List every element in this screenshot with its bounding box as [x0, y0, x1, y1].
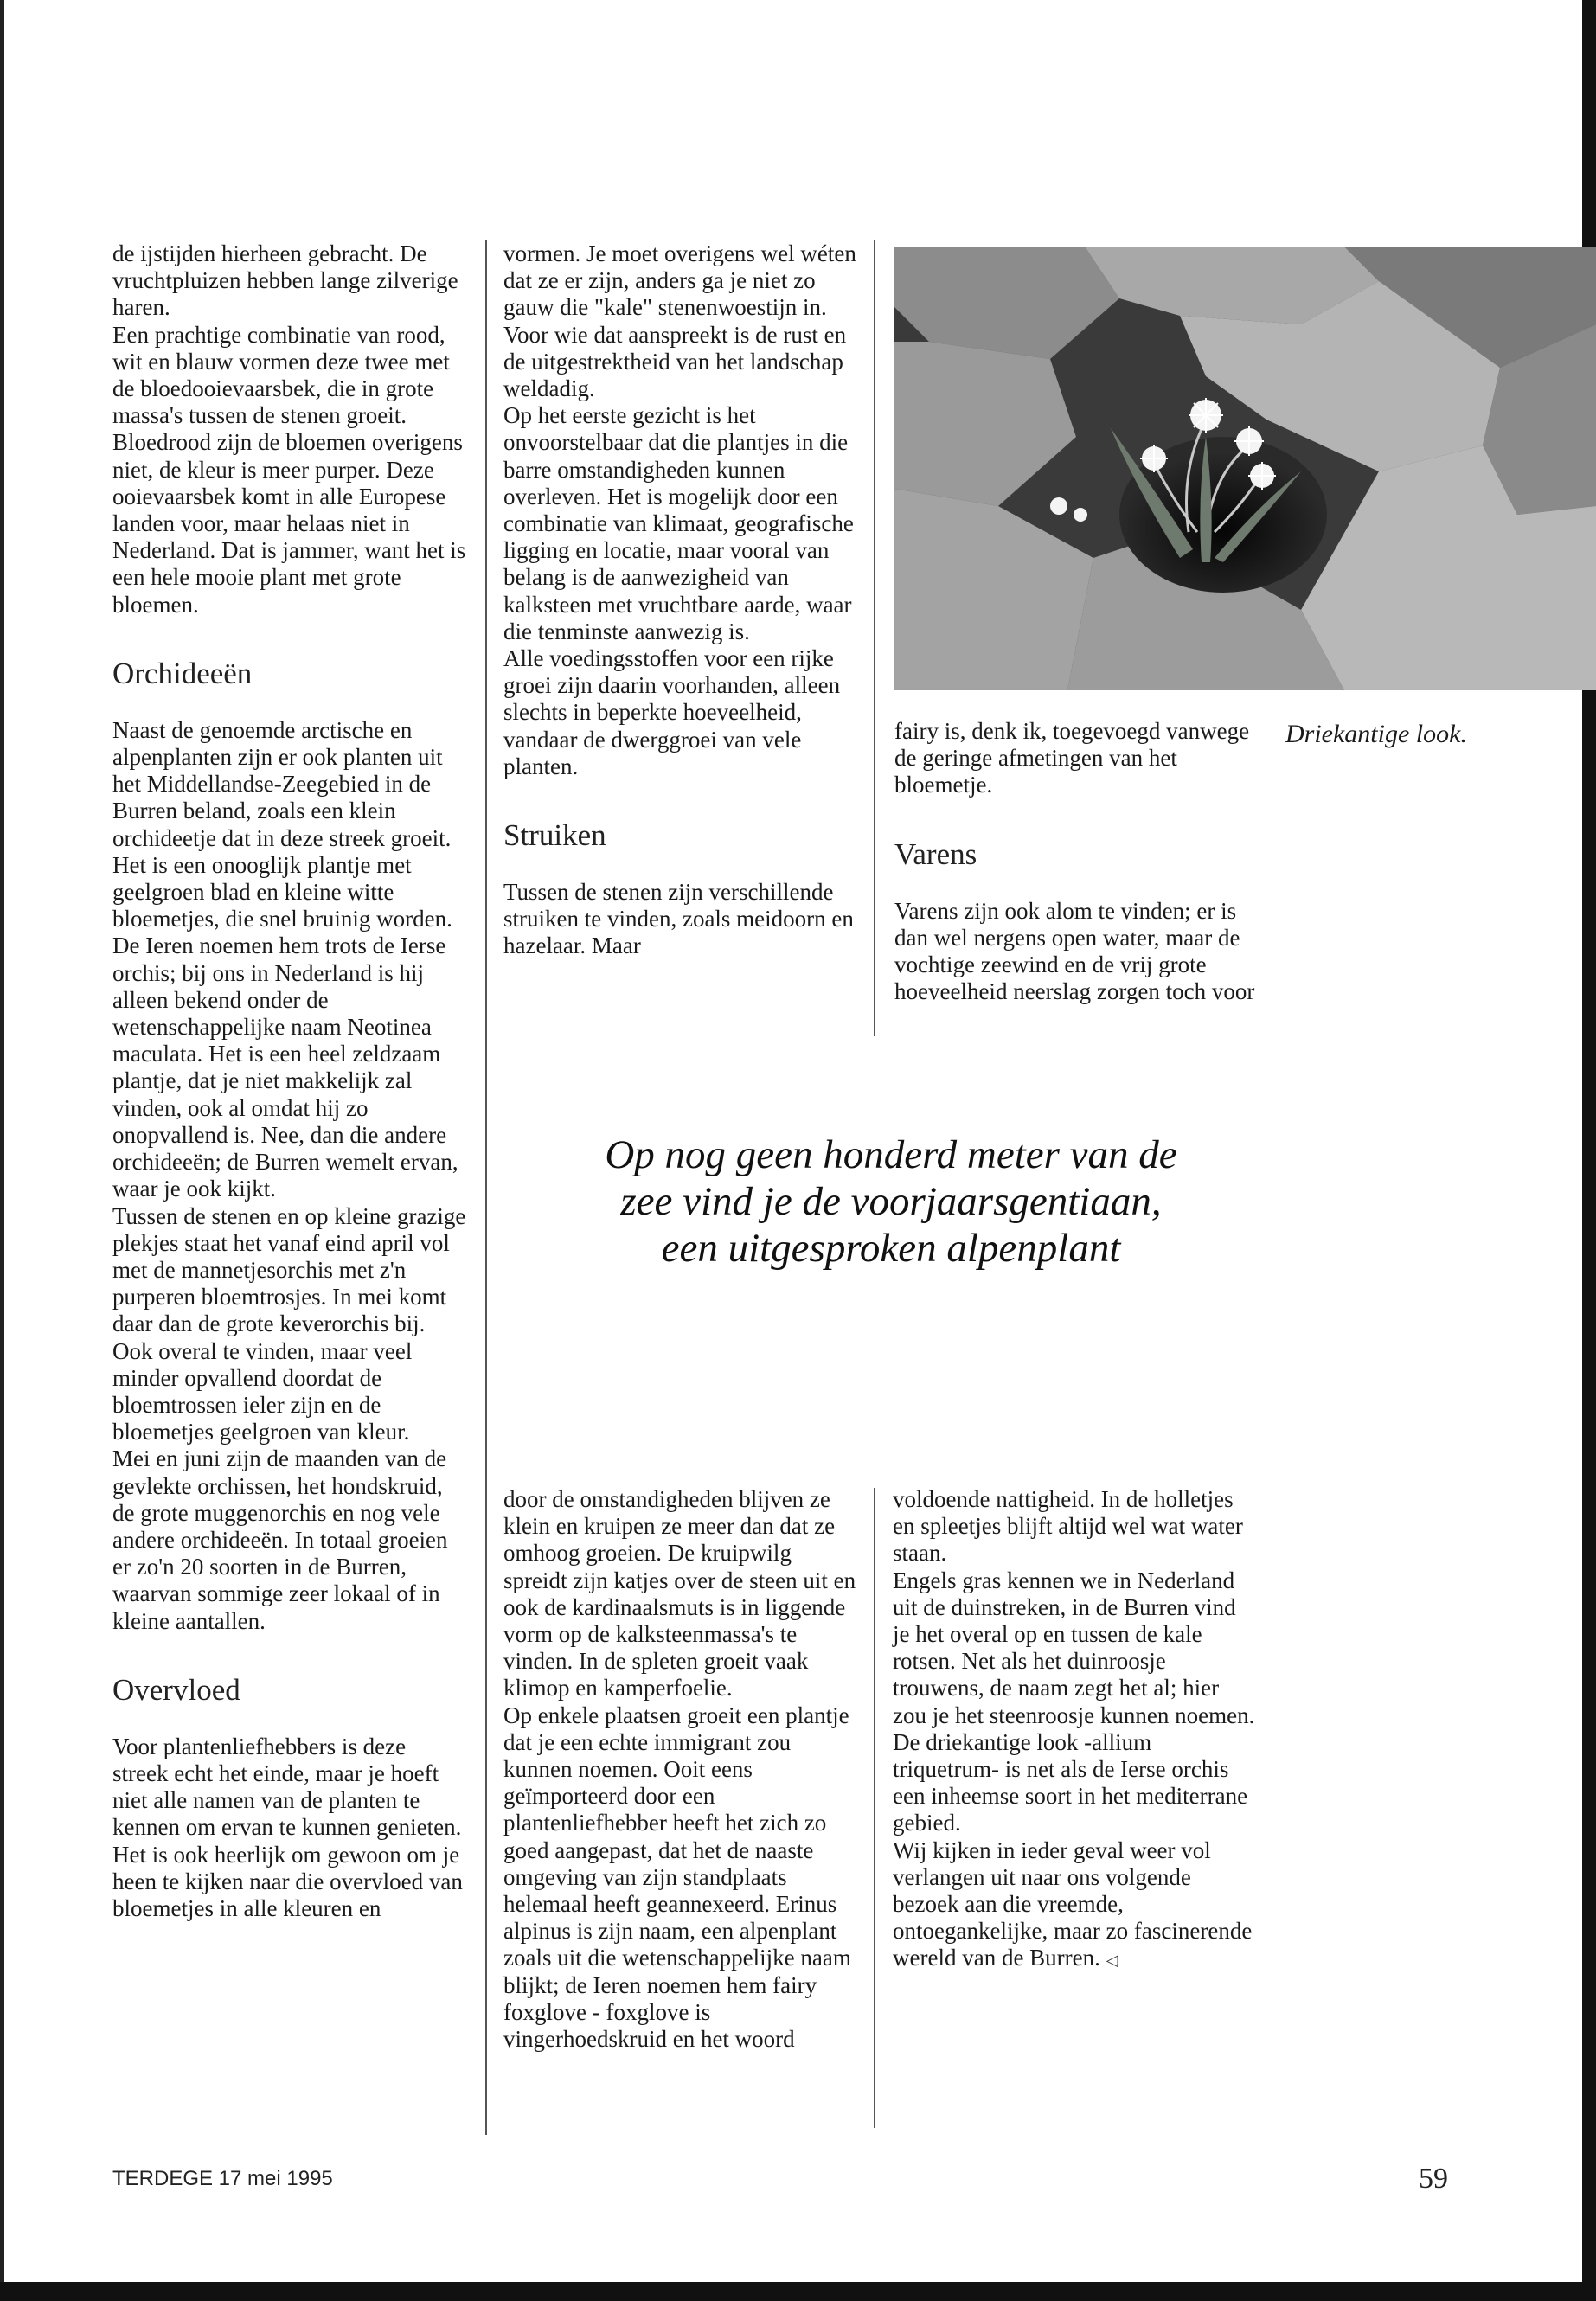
column-rule-1: [485, 240, 487, 2135]
heading-struiken: Struiken: [503, 818, 606, 853]
col3-bottom-paragraph-1: voldoende nattigheid. In de holletjes en spleetjes blijft altijd wel wat water staan.: [893, 1486, 1243, 1567]
heading-overvloed: Overvloed: [112, 1672, 240, 1707]
scan-edge-left: [0, 0, 4, 2301]
column-3-bottom: [893, 1486, 1256, 1975]
pull-quote: Op nog geen honderd meter van de zee vind je de voorjaarsgentiaan, een uitgesproken alpenplant: [605, 1132, 1177, 1271]
column-2-bottom: [503, 1486, 860, 2053]
column-rule-2-top: [874, 240, 875, 1036]
col1-paragraph-1: de ijstijden hierheen gebracht. De vruchtpluizen hebben lange zilverige haren.: [112, 240, 458, 321]
column-3-top: [894, 718, 1258, 1005]
heading-varens: Varens: [894, 836, 977, 871]
col3-bottom-paragraph-3: De driekantige look -allium triquetrum- is net als de Ierse orchis een inheemse soort in het mediterrane gebied.: [893, 1728, 1248, 1836]
footer-publication: TERDEGE 17 mei 1995: [112, 2167, 333, 2190]
col2-paragraph-2: Op het eerste gezicht is het onvoorstelbaar dat die plantjes in die barre omstandigheden kunnen overleven. Het is mogelijk door een combinatie van klimaat, geografische ligging en locatie, maar vooral van belang is de aanwezigheid van kalksteen met vruchtbare aarde, waar die tenminste aanwezig is.: [503, 402, 854, 644]
col2-bottom-paragraph-2: Op enkele plaatsen groeit een plantje dat je een echte immigrant zou kunnen noemen. Ooit eens geïmporteerd door een plantenliefhebber heeft het zich zo goed aangepast, dat het de naaste omgeving van zijn standplaats helemaal heeft geannexeerd. Erinus alpinus is zijn naam, een alpenplant zoals uit die wetenschappelijke naam blijkt; de Ieren noemen hem fairy foxglove - foxglove is vingerhoedskruid en het woord: [503, 1702, 851, 2053]
scan-edge-bottom: [0, 2282, 1596, 2301]
col2-paragraph-3: Alle voedingsstoffen voor een rijke groei zijn daarin voorhanden, alleen slechts in beperkte hoeveelheid, vandaar de dwerggroei van vele planten.: [503, 645, 841, 779]
column-rule-2-bottom: [874, 1488, 875, 2128]
page-number: 59: [1419, 2163, 1448, 2195]
col3-bottom-paragraph-4: [893, 1837, 1256, 1975]
col3-bottom-paragraph-2: Engels gras kennen we in Nederland uit de duinstreken, in de Burren vind je het overal op en tussen de kale rotsen. Net als het duinroosje trouwens, de naam zegt het al; hier zou je het steenroosje kunnen noemen.: [893, 1567, 1255, 1728]
column-2-top: [503, 240, 860, 960]
photo-caption: Driekantige look.: [1285, 720, 1467, 748]
col3-paragraph-1: fairy is, denk ik, toegevoegd vanwege de geringe afmetingen van het bloemetje.: [894, 718, 1250, 798]
photo-driekantige-look: [894, 247, 1596, 690]
heading-orchideeen: Orchideeën: [112, 656, 253, 690]
closing-sentence: Wij kijken in ieder geval weer vol verlangen uit naar ons volgende bezoek aan die vreemde, ontoegankelijke, maar zo fascinerende wereld van de Burren.: [893, 1836, 1253, 1971]
col1-paragraph-6: Mei en juni zijn de maanden van de gevlekte orchissen, het hondskruid, de grote muggenorchis en nog vele andere orchideeën. In totaal groeien er zo'n 20 soorten in de Burren, waarvan sommige zeer lokaal of in kleine aantallen.: [112, 1445, 448, 1634]
col3-paragraph-2: Varens zijn ook alom te vinden; er is dan wel nergens open water, maar de vochtige zeewind en de vrij grote hoeveelheid neerslag zorgen toch voor: [894, 897, 1255, 1005]
col2-bottom-paragraph-1: door de omstandigheden blijven ze klein en kruipen ze meer dan dat ze omhoog groeien. De kruipwilg spreidt zijn katjes over de steen uit en ook de kardinaalsmuts is in liggende vorm op de kalksteenmassa's te vinden. In de spleten groeit vaak klimop en kamperfoelie.: [503, 1486, 856, 1702]
col1-paragraph-7: Voor plantenliefhebbers is deze streek echt het einde, maar je hoeft niet alle namen van de planten te kennen om ervan te kunnen genieten. Het is ook heerlijk om gewoon om je heen te kijken naar die overvloed van bloemetjes in alle kleuren en: [112, 1733, 463, 1921]
col2-paragraph-4: Tussen de stenen zijn verschillende struiken te vinden, zoals meidoorn en hazelaar. Maar: [503, 879, 854, 959]
column-1: [112, 240, 467, 1922]
col1-paragraph-4: Tussen de stenen en op kleine grazige plekjes staat het vanaf eind april vol met de mannetjesorchis met z'n purperen bloemtrosjes. In mei komt daar dan de grote keverorchis bij.: [112, 1202, 466, 1337]
col1-paragraph-2: Een prachtige combinatie van rood, wit en blauw vormen deze twee met de bloedooievaarsbek, die in grote massa's tussen de stenen groeit. Bloedrood zijn de bloemen overigens niet, de kleur is meer purper. Deze ooievaarsbek komt in alle Europese landen voor, maar helaas niet in Nederland. Dat is jammer, want het is een hele mooie plant met grote bloemen.: [112, 321, 466, 618]
rock-flower-illustration: [894, 247, 1596, 690]
col1-paragraph-5: Ook overal te vinden, maar veel minder opvallend doordat de bloemtrossen ieler zijn en de bloemetjes geelgroen van kleur.: [112, 1337, 413, 1445]
col1-paragraph-3: Naast de genoemde arctische en alpenplanten zijn er ook planten uit het Middellandse-Zeegebied in de Burren beland, zoals een klein orchideetje dat in deze streek groeit. Het is een onooglijk plantje met geelgroen blad en kleine witte bloemetjes, die snel bruinig worden. De Ieren noemen hem trots de Ierse orchis; bij ons in Nederland is hij alleen bekend onder de wetenschappelijke naam Neotinea maculata. Het is een heel zeldzaam plantje, dat je niet makkelijk zal vinden, ook al omdat hij zo onopvallend is. Nee, dan die andere orchideeën; de Burren wemelt ervan, waar je ook kijkt.: [112, 716, 458, 1202]
end-mark-icon: ◁: [1106, 1952, 1118, 1970]
col2-paragraph-1: vormen. Je moet overigens wel wéten dat ze er zijn, anders ga je niet zo gauw die "kale" stenenwoestijn in. Voor wie dat aanspreekt is de rust en de uitgestrektheid van het landschap weldadig.: [503, 240, 856, 402]
